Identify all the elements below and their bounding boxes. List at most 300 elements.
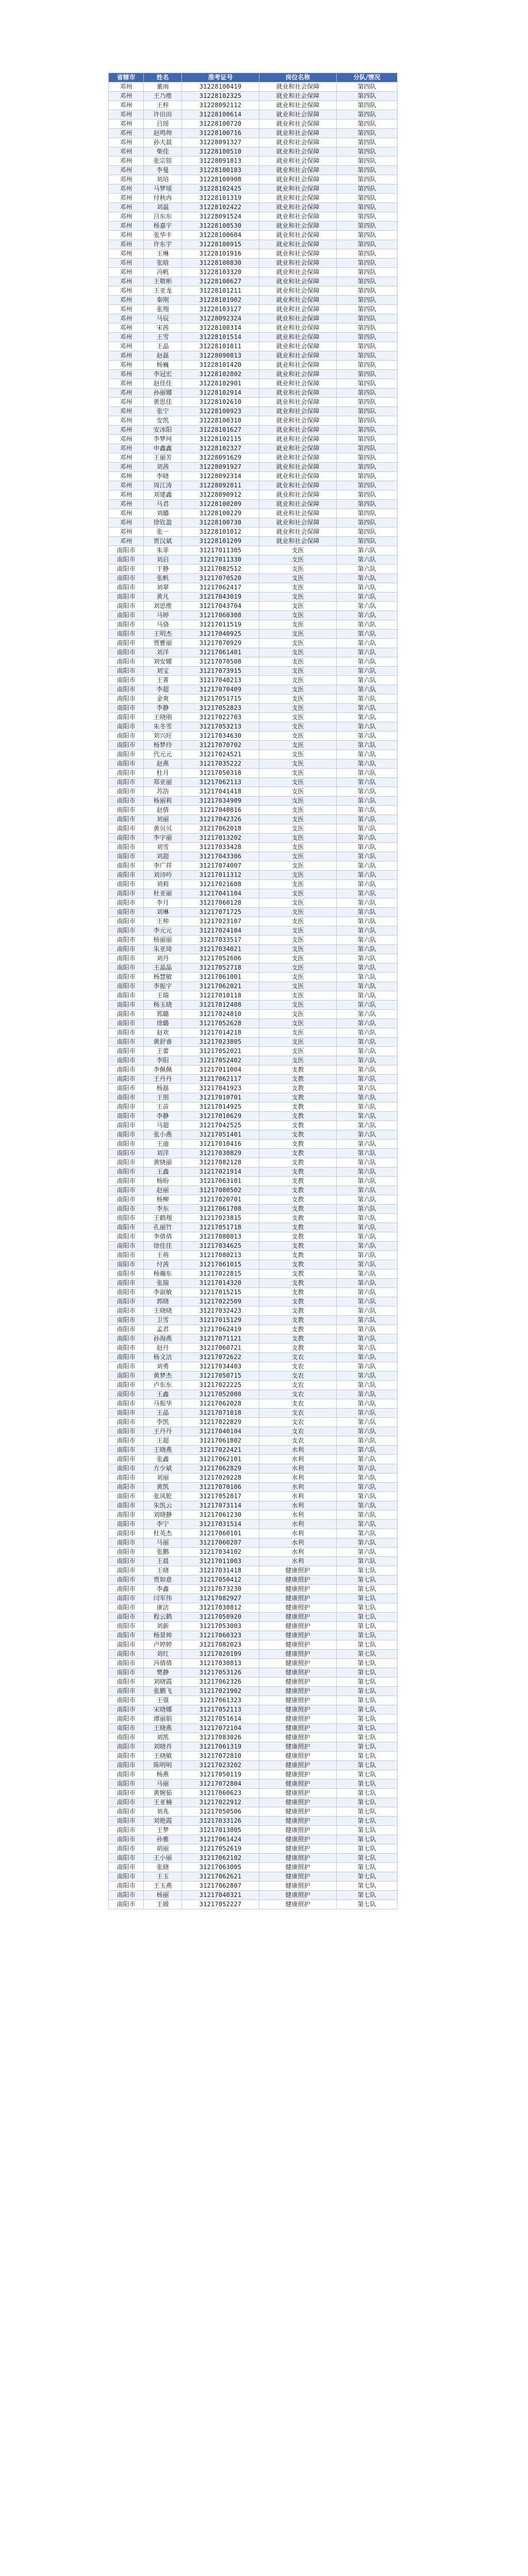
cell-name: 王玉燕 xyxy=(144,1882,182,1891)
cell-name: 王鹤翔 xyxy=(144,1214,182,1223)
cell-name: 刘晓静 xyxy=(144,1511,182,1520)
cell-name: 秦刚 xyxy=(144,296,182,305)
cell-post: 支医 xyxy=(259,685,337,694)
cell-team: 第七队 xyxy=(337,1882,398,1891)
table-row xyxy=(109,1288,398,1297)
table-row xyxy=(109,1269,398,1279)
cell-city: 邓州 xyxy=(109,92,144,101)
table-row xyxy=(109,1872,398,1882)
cell-team: 第七队 xyxy=(337,1566,398,1575)
cell-post: 支教 xyxy=(259,1260,337,1269)
cell-name: 王晓燕 xyxy=(144,1724,182,1733)
cell-team: 第六队 xyxy=(337,1483,398,1492)
table-row xyxy=(109,1585,398,1594)
cell-ticket: 31217082512 xyxy=(182,565,259,574)
table-row xyxy=(109,1056,398,1065)
table-row xyxy=(109,1780,398,1789)
cell-name: 付秋冉 xyxy=(144,194,182,203)
cell-team: 第六队 xyxy=(337,787,398,796)
cell-ticket: 31217014925 xyxy=(182,1103,259,1112)
cell-post: 就业和社会保障 xyxy=(259,157,337,166)
cell-city: 南阳市 xyxy=(109,1195,144,1205)
cell-post: 支教 xyxy=(259,1177,337,1186)
cell-post: 就业和社会保障 xyxy=(259,147,337,157)
cell-name: 李阳 xyxy=(144,1056,182,1065)
cell-name: 王晓晓 xyxy=(144,1307,182,1316)
table-row xyxy=(109,1696,398,1705)
cell-name: 李元元 xyxy=(144,926,182,936)
cell-ticket: 31217011004 xyxy=(182,1065,259,1075)
table-row xyxy=(109,1223,398,1232)
cell-ticket: 31217070520 xyxy=(182,574,259,583)
table-row xyxy=(109,1130,398,1140)
cell-city: 南阳市 xyxy=(109,1010,144,1019)
table-row xyxy=(109,157,398,166)
cell-city: 南阳市 xyxy=(109,1511,144,1520)
table-row xyxy=(109,676,398,685)
cell-post: 健康照护 xyxy=(259,1613,337,1622)
cell-post: 支教 xyxy=(259,1251,337,1260)
cell-team: 第七队 xyxy=(337,1761,398,1770)
cell-team: 第七队 xyxy=(337,1863,398,1872)
cell-name: 王迪 xyxy=(144,1140,182,1149)
cell-post: 支教 xyxy=(259,1205,337,1214)
cell-ticket: 31217073915 xyxy=(182,667,259,676)
table-row xyxy=(109,1844,398,1854)
table-row xyxy=(109,138,398,147)
cell-ticket: 31228102914 xyxy=(182,388,259,398)
cell-post: 支农 xyxy=(259,1390,337,1399)
cell-post: 就业和社会保障 xyxy=(259,194,337,203)
cell-team: 第六队 xyxy=(337,1362,398,1371)
cell-city: 邓州 xyxy=(109,435,144,444)
cell-team: 第四队 xyxy=(337,518,398,528)
cell-ticket: 31228101012 xyxy=(182,528,259,537)
table-row xyxy=(109,991,398,1001)
table-row xyxy=(109,639,398,648)
cell-team: 第四队 xyxy=(337,277,398,286)
cell-ticket: 31217052823 xyxy=(182,704,259,713)
cell-city: 南阳市 xyxy=(109,1483,144,1492)
cell-team: 第四队 xyxy=(337,147,398,157)
table-row xyxy=(109,1418,398,1427)
table-row xyxy=(109,101,398,110)
cell-post: 支医 xyxy=(259,741,337,750)
cell-team: 第四队 xyxy=(337,268,398,277)
cell-ticket: 31217082927 xyxy=(182,1594,259,1603)
cell-post: 就业和社会保障 xyxy=(259,110,337,120)
cell-team: 第七队 xyxy=(337,1742,398,1752)
cell-ticket: 31217052606 xyxy=(182,954,259,963)
cell-post: 就业和社会保障 xyxy=(259,259,337,268)
cell-ticket: 31228091813 xyxy=(182,157,259,166)
cell-team: 第四队 xyxy=(337,444,398,453)
cell-team: 第四队 xyxy=(337,398,398,407)
cell-post: 健康照护 xyxy=(259,1659,337,1668)
table-row xyxy=(109,704,398,713)
cell-post: 就业和社会保障 xyxy=(259,444,337,453)
cell-team: 第四队 xyxy=(337,361,398,370)
cell-city: 南阳市 xyxy=(109,685,144,694)
cell-name: 刘温 xyxy=(144,203,182,212)
cell-ticket: 31217042326 xyxy=(182,815,259,824)
cell-ticket: 31228102901 xyxy=(182,379,259,388)
cell-city: 邓州 xyxy=(109,305,144,314)
cell-city: 南阳市 xyxy=(109,1659,144,1668)
cell-ticket: 31217062326 xyxy=(182,1677,259,1687)
cell-name: 王帅 xyxy=(144,917,182,926)
cell-team: 第六队 xyxy=(337,871,398,880)
cell-ticket: 31217011330 xyxy=(182,555,259,565)
cell-ticket: 31217024521 xyxy=(182,750,259,759)
cell-ticket: 31228102115 xyxy=(182,435,259,444)
table-row xyxy=(109,240,398,249)
cell-ticket: 31217031418 xyxy=(182,1566,259,1575)
table-row xyxy=(109,203,398,212)
cell-name: 徐璐 xyxy=(144,1019,182,1028)
cell-name: 王乃维 xyxy=(144,92,182,101)
cell-city: 南阳市 xyxy=(109,806,144,815)
cell-ticket: 31228091327 xyxy=(182,138,259,147)
cell-ticket: 31217051614 xyxy=(182,1715,259,1724)
table-row xyxy=(109,324,398,333)
cell-city: 南阳市 xyxy=(109,1770,144,1780)
cell-team: 第六队 xyxy=(337,1149,398,1158)
cell-team: 第六队 xyxy=(337,834,398,843)
header-post: 岗位名称 xyxy=(259,73,337,82)
table-row xyxy=(109,1659,398,1668)
cell-name: 卢东东 xyxy=(144,1381,182,1390)
cell-city: 南阳市 xyxy=(109,899,144,908)
table-row xyxy=(109,1436,398,1446)
header-ticket: 准考证号 xyxy=(182,73,259,82)
cell-post: 支教 xyxy=(259,1075,337,1084)
cell-team: 第六队 xyxy=(337,945,398,954)
table-row xyxy=(109,936,398,945)
cell-city: 邓州 xyxy=(109,509,144,518)
cell-city: 南阳市 xyxy=(109,667,144,676)
cell-ticket: 31228100716 xyxy=(182,129,259,138)
cell-name: 王丹丹 xyxy=(144,1075,182,1084)
cell-name: 孙丽娜 xyxy=(144,388,182,398)
table-row xyxy=(109,1724,398,1733)
table-row xyxy=(109,1613,398,1622)
cell-team: 第六队 xyxy=(337,1232,398,1242)
cell-ticket: 31217071725 xyxy=(182,908,259,917)
table-header-row xyxy=(109,73,398,82)
cell-post: 支医 xyxy=(259,926,337,936)
cell-city: 邓州 xyxy=(109,379,144,388)
cell-post: 支教 xyxy=(259,1103,337,1112)
table-row xyxy=(109,834,398,843)
cell-name: 卢婷婷 xyxy=(144,1640,182,1650)
table-body xyxy=(109,82,398,1909)
table-row xyxy=(109,305,398,314)
cell-name: 李东 xyxy=(144,1205,182,1214)
cell-name: 孙海燕 xyxy=(144,1334,182,1344)
cell-team: 第七队 xyxy=(337,1752,398,1761)
cell-team: 第六队 xyxy=(337,639,398,648)
cell-city: 南阳市 xyxy=(109,630,144,639)
table-row xyxy=(109,1715,398,1724)
cell-post: 支医 xyxy=(259,750,337,759)
cell-ticket: 31228092314 xyxy=(182,472,259,481)
cell-post: 支医 xyxy=(259,630,337,639)
table-row xyxy=(109,1186,398,1195)
cell-post: 支教 xyxy=(259,1334,337,1344)
cell-city: 南阳市 xyxy=(109,694,144,704)
cell-ticket: 31228100209 xyxy=(182,500,259,509)
cell-city: 邓州 xyxy=(109,286,144,296)
cell-post: 健康照护 xyxy=(259,1696,337,1705)
cell-name: 刘兴旺 xyxy=(144,732,182,741)
cell-name: 杨慧敏 xyxy=(144,973,182,982)
cell-city: 南阳市 xyxy=(109,1167,144,1177)
cell-name: 孙雅 xyxy=(144,1835,182,1844)
cell-team: 第六队 xyxy=(337,676,398,685)
cell-name: 张翔 xyxy=(144,305,182,314)
table-row xyxy=(109,694,398,704)
cell-team: 第七队 xyxy=(337,1900,398,1909)
table-row xyxy=(109,1705,398,1715)
cell-team: 第六队 xyxy=(337,815,398,824)
cell-ticket: 31217021914 xyxy=(182,1167,259,1177)
cell-post: 健康照护 xyxy=(259,1733,337,1742)
cell-team: 第七队 xyxy=(337,1603,398,1613)
cell-team: 第六队 xyxy=(337,889,398,899)
cell-ticket: 31217022829 xyxy=(182,1418,259,1427)
cell-post: 健康照护 xyxy=(259,1798,337,1807)
cell-name: 樊静 xyxy=(144,1668,182,1677)
table-row xyxy=(109,407,398,416)
cell-name: 刘勇 xyxy=(144,1362,182,1371)
cell-post: 就业和社会保障 xyxy=(259,342,337,351)
cell-ticket: 31217050318 xyxy=(182,769,259,778)
cell-team: 第六队 xyxy=(337,1316,398,1325)
cell-post: 就业和社会保障 xyxy=(259,416,337,426)
cell-name: 杨燕 xyxy=(144,1770,182,1780)
cell-team: 第六队 xyxy=(337,1158,398,1167)
table-row xyxy=(109,444,398,453)
cell-name: 刘晓霞 xyxy=(144,1677,182,1687)
cell-name: 马丽 xyxy=(144,1538,182,1548)
cell-team: 第七队 xyxy=(337,1668,398,1677)
cell-post: 就业和社会保障 xyxy=(259,120,337,129)
cell-post: 支农 xyxy=(259,1418,337,1427)
cell-city: 南阳市 xyxy=(109,917,144,926)
table-row xyxy=(109,1084,398,1093)
table-row xyxy=(109,1826,398,1835)
cell-city: 邓州 xyxy=(109,101,144,110)
cell-ticket: 31217060101 xyxy=(182,1529,259,1538)
cell-team: 第六队 xyxy=(337,1409,398,1418)
cell-city: 南阳市 xyxy=(109,1715,144,1724)
cell-city: 南阳市 xyxy=(109,1882,144,1891)
header-name: 姓名 xyxy=(144,73,182,82)
cell-ticket: 31217030813 xyxy=(182,1659,259,1668)
table-row xyxy=(109,1622,398,1631)
cell-city: 邓州 xyxy=(109,222,144,231)
table-row xyxy=(109,1325,398,1334)
cell-ticket: 31228102610 xyxy=(182,398,259,407)
cell-city: 南阳市 xyxy=(109,1492,144,1501)
cell-city: 南阳市 xyxy=(109,871,144,880)
cell-team: 第四队 xyxy=(337,509,398,518)
cell-ticket: 31228101627 xyxy=(182,426,259,435)
cell-city: 南阳市 xyxy=(109,1640,144,1650)
cell-post: 就业和社会保障 xyxy=(259,286,337,296)
cell-ticket: 31217063101 xyxy=(182,1177,259,1186)
cell-city: 南阳市 xyxy=(109,1316,144,1325)
cell-post: 支医 xyxy=(259,694,337,704)
cell-ticket: 31217062117 xyxy=(182,1075,259,1084)
table-row xyxy=(109,815,398,824)
cell-ticket: 31217061708 xyxy=(182,1205,259,1214)
cell-ticket: 31217014320 xyxy=(182,1279,259,1288)
cell-team: 第七队 xyxy=(337,1844,398,1854)
cell-city: 邓州 xyxy=(109,249,144,259)
cell-post: 水利 xyxy=(259,1455,337,1464)
cell-city: 南阳市 xyxy=(109,1121,144,1130)
cell-name: 王媛 xyxy=(144,1900,182,1909)
cell-post: 支教 xyxy=(259,1112,337,1121)
cell-city: 邓州 xyxy=(109,398,144,407)
cell-post: 就业和社会保障 xyxy=(259,398,337,407)
table-row xyxy=(109,1640,398,1650)
cell-post: 健康照护 xyxy=(259,1566,337,1575)
table-row xyxy=(109,1687,398,1696)
table-row xyxy=(109,574,398,583)
cell-city: 南阳市 xyxy=(109,982,144,991)
cell-post: 水利 xyxy=(259,1446,337,1455)
cell-city: 南阳市 xyxy=(109,713,144,722)
cell-team: 第六队 xyxy=(337,1121,398,1130)
cell-team: 第六队 xyxy=(337,1436,398,1446)
table-row xyxy=(109,333,398,342)
cell-post: 支医 xyxy=(259,908,337,917)
cell-ticket: 31228100510 xyxy=(182,147,259,157)
table-row xyxy=(109,1882,398,1891)
cell-name: 卫雪 xyxy=(144,1316,182,1325)
table-row xyxy=(109,166,398,175)
cell-post: 支教 xyxy=(259,1167,337,1177)
cell-ticket: 31217030829 xyxy=(182,1149,259,1158)
cell-post: 就业和社会保障 xyxy=(259,453,337,463)
cell-ticket: 31217035222 xyxy=(182,759,259,769)
table-row xyxy=(109,546,398,555)
cell-ticket: 31217041104 xyxy=(182,889,259,899)
cell-name: 贾汉斌 xyxy=(144,537,182,546)
cell-team: 第七队 xyxy=(337,1594,398,1603)
cell-team: 第六队 xyxy=(337,1093,398,1103)
cell-city: 南阳市 xyxy=(109,1001,144,1010)
table-row xyxy=(109,388,398,398)
cell-name: 王晶 xyxy=(144,1409,182,1418)
cell-ticket: 31217012408 xyxy=(182,1001,259,1010)
table-row xyxy=(109,732,398,741)
cell-post: 支医 xyxy=(259,954,337,963)
cell-post: 就业和社会保障 xyxy=(259,231,337,240)
table-row xyxy=(109,1538,398,1548)
cell-ticket: 31217022815 xyxy=(182,1269,259,1279)
cell-name: 胡丽 xyxy=(144,1844,182,1854)
cell-name: 马君 xyxy=(144,500,182,509)
cell-name: 王苗 xyxy=(144,1103,182,1112)
cell-team: 第六队 xyxy=(337,565,398,574)
cell-city: 南阳市 xyxy=(109,676,144,685)
cell-post: 健康照护 xyxy=(259,1575,337,1585)
cell-ticket: 31217030812 xyxy=(182,1603,259,1613)
cell-city: 南阳市 xyxy=(109,555,144,565)
cell-post: 健康照护 xyxy=(259,1603,337,1613)
cell-name: 朱冬雪 xyxy=(144,722,182,732)
table-row xyxy=(109,1863,398,1872)
cell-name: 赵佳佳 xyxy=(144,379,182,388)
cell-post: 就业和社会保障 xyxy=(259,509,337,518)
cell-name: 王瑞 xyxy=(144,991,182,1001)
table-row xyxy=(109,500,398,509)
cell-ticket: 31217040816 xyxy=(182,806,259,815)
table-row xyxy=(109,889,398,899)
cell-team: 第六队 xyxy=(337,1334,398,1344)
cell-city: 南阳市 xyxy=(109,1205,144,1214)
cell-city: 南阳市 xyxy=(109,1065,144,1075)
cell-city: 南阳市 xyxy=(109,611,144,620)
cell-ticket: 31228102425 xyxy=(182,184,259,194)
cell-team: 第六队 xyxy=(337,1130,398,1140)
cell-city: 南阳市 xyxy=(109,1260,144,1269)
cell-post: 健康照护 xyxy=(259,1817,337,1826)
cell-ticket: 31217061323 xyxy=(182,1696,259,1705)
cell-name: 李月 xyxy=(144,899,182,908)
table-row xyxy=(109,1473,398,1483)
cell-ticket: 31217061401 xyxy=(182,648,259,657)
cell-ticket: 31228100103 xyxy=(182,166,259,175)
cell-team: 第六队 xyxy=(337,1520,398,1529)
table-row xyxy=(109,602,398,611)
cell-city: 南阳市 xyxy=(109,1158,144,1167)
cell-team: 第七队 xyxy=(337,1585,398,1594)
cell-city: 南阳市 xyxy=(109,843,144,852)
table-row xyxy=(109,945,398,954)
table-row xyxy=(109,435,398,444)
cell-team: 第四队 xyxy=(337,407,398,416)
cell-ticket: 31217033428 xyxy=(182,843,259,852)
cell-post: 支医 xyxy=(259,1047,337,1056)
cell-post: 就业和社会保障 xyxy=(259,463,337,472)
cell-post: 健康照护 xyxy=(259,1585,337,1594)
cell-team: 第六队 xyxy=(337,1492,398,1501)
cell-team: 第四队 xyxy=(337,333,398,342)
cell-name: 杨嘉宇 xyxy=(144,222,182,231)
cell-city: 南阳市 xyxy=(109,1520,144,1529)
cell-team: 第六队 xyxy=(337,1529,398,1538)
table-row xyxy=(109,1770,398,1780)
table-row xyxy=(109,379,398,388)
cell-city: 邓州 xyxy=(109,129,144,138)
cell-name: 张晗 xyxy=(144,259,182,268)
cell-name: 杨文洁 xyxy=(144,1353,182,1362)
cell-post: 就业和社会保障 xyxy=(259,138,337,147)
cell-ticket: 31217034630 xyxy=(182,732,259,741)
cell-team: 第七队 xyxy=(337,1835,398,1844)
cell-ticket: 31217040925 xyxy=(182,630,259,639)
table-row xyxy=(109,1047,398,1056)
cell-team: 第六队 xyxy=(337,694,398,704)
table-row xyxy=(109,1427,398,1436)
cell-post: 支医 xyxy=(259,657,337,667)
cell-team: 第六队 xyxy=(337,1140,398,1149)
